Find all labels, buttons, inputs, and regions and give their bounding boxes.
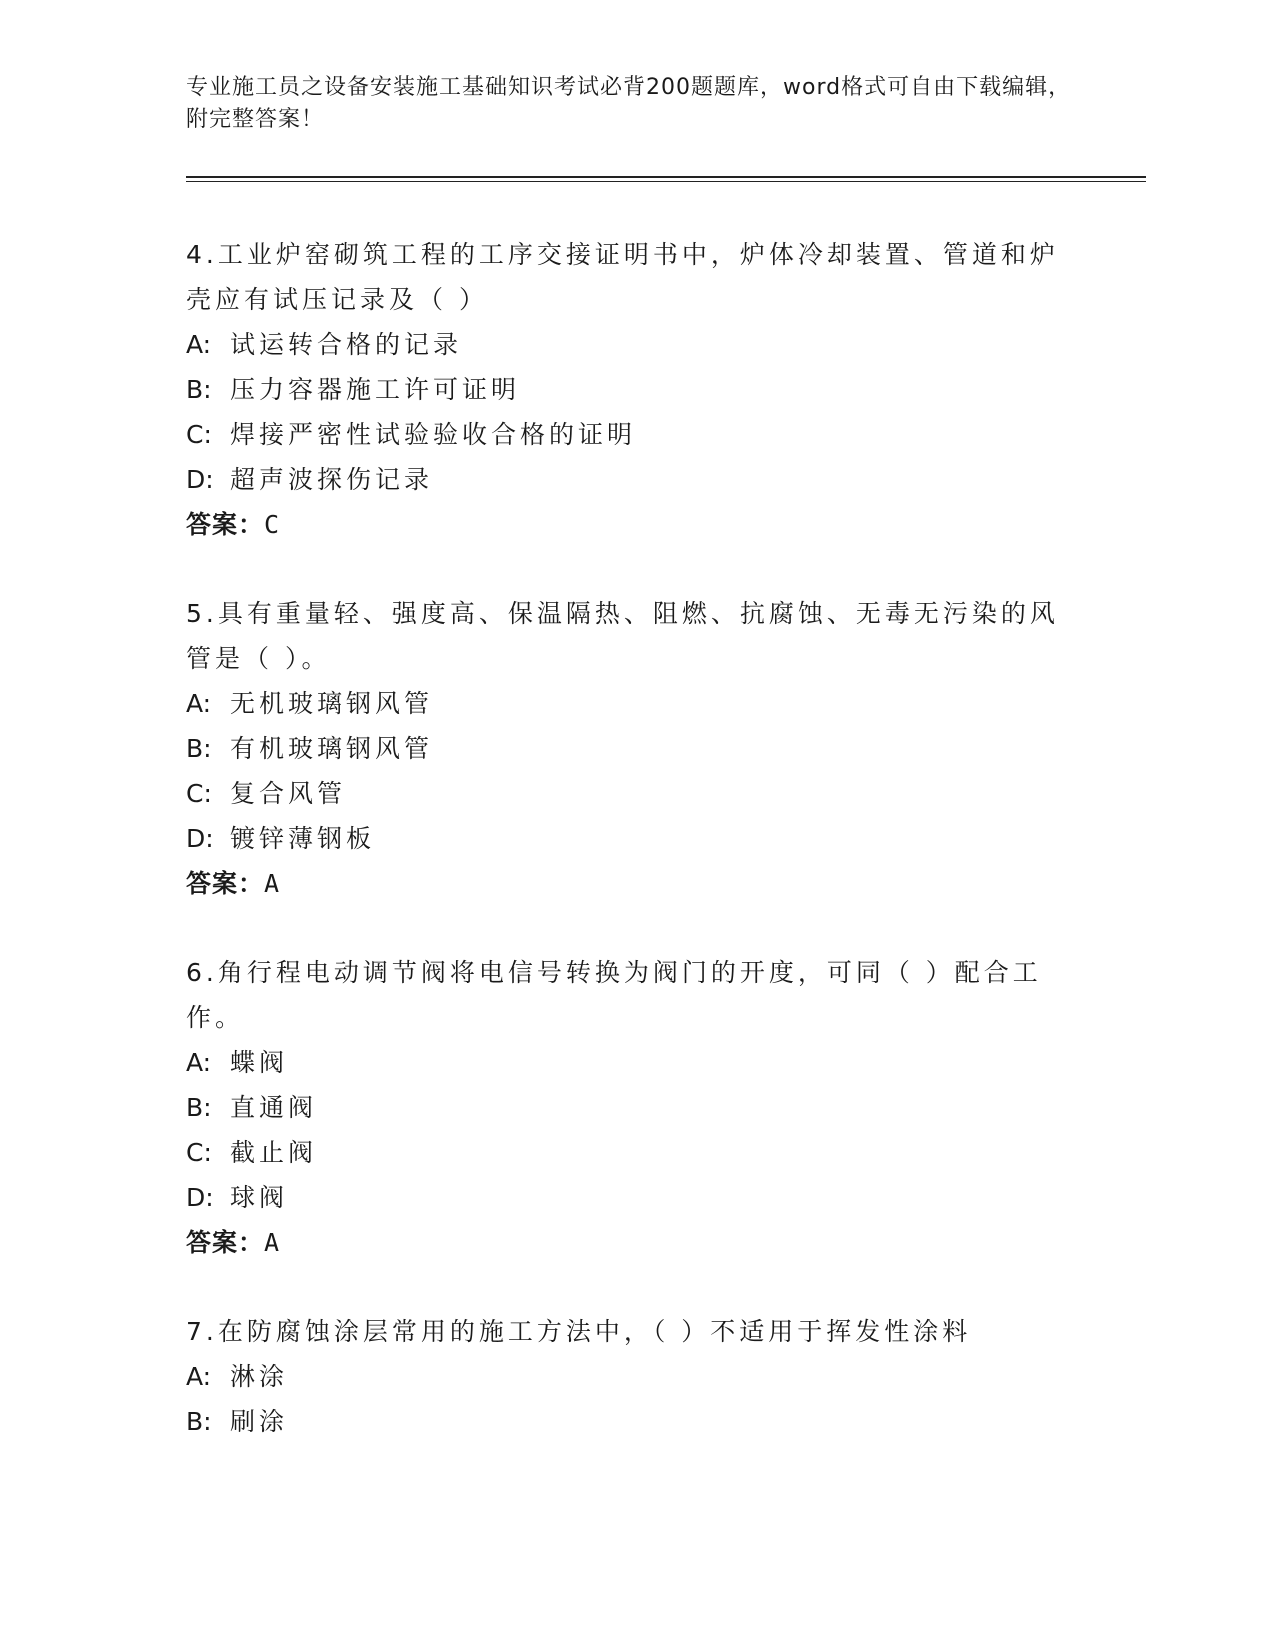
- option-d: [186, 457, 1066, 502]
- option-b: [186, 1399, 1066, 1444]
- option-key: A:: [186, 689, 212, 718]
- answer-value: A: [264, 1228, 281, 1257]
- option-key: A:: [186, 1362, 212, 1391]
- answer-line: [186, 1220, 1066, 1265]
- question-text: 7.在防腐蚀涂层常用的施工方法中，（ ）不适用于挥发性涂料: [186, 1317, 972, 1346]
- option-c: [186, 771, 1066, 816]
- answer-line: [186, 502, 1066, 547]
- option-text: 直通阀: [230, 1093, 318, 1122]
- option-key: B:: [186, 375, 212, 404]
- option-text: 复合风管: [230, 779, 347, 808]
- option-d: [186, 1175, 1066, 1220]
- option-text: 有机玻璃钢风管: [230, 734, 434, 763]
- question-text: 6.角行程电动调节阀将电信号转换为阀门的开度，可同（ ）配合工作。: [186, 958, 1042, 1032]
- option-key: B:: [186, 1093, 212, 1122]
- option-key: C:: [186, 420, 212, 449]
- answer-value: A: [264, 869, 281, 898]
- header-divider-thin: [186, 181, 1146, 182]
- option-text: 试运转合格的记录: [230, 330, 463, 359]
- option-key: D:: [186, 465, 214, 494]
- question-7: [186, 1309, 1066, 1444]
- answer-label: 答案：: [186, 1228, 265, 1257]
- option-d: [186, 816, 1066, 861]
- question-4: [186, 232, 1066, 547]
- option-text: 刷涂: [230, 1407, 289, 1436]
- question-6: [186, 950, 1066, 1265]
- answer-value: C: [264, 510, 281, 539]
- question-5: [186, 591, 1066, 906]
- option-a: [186, 681, 1066, 726]
- document-header: 专业施工员之设备安装施工基础知识考试必背200题题库，word格式可自由下载编辑，附完整答案！: [186, 75, 1072, 132]
- option-b: [186, 367, 1066, 412]
- option-c: [186, 412, 1066, 457]
- option-a: [186, 1040, 1066, 1085]
- option-key: D:: [186, 824, 214, 853]
- question-list: [186, 232, 1066, 1488]
- option-a: [186, 1354, 1066, 1399]
- option-b: [186, 1085, 1066, 1130]
- option-c: [186, 1130, 1066, 1175]
- option-text: 焊接严密性试验验收合格的证明: [230, 420, 637, 449]
- option-text: 超声波探伤记录: [230, 465, 434, 494]
- option-text: 截止阀: [230, 1138, 318, 1167]
- option-text: 镀锌薄钢板: [230, 824, 376, 853]
- option-text: 淋涂: [230, 1362, 289, 1391]
- option-key: A:: [186, 330, 212, 359]
- answer-label: 答案：: [186, 510, 265, 539]
- option-key: A:: [186, 1048, 212, 1077]
- answer-line: [186, 861, 1066, 906]
- option-key: C:: [186, 779, 212, 808]
- question-text: 4.工业炉窑砌筑工程的工序交接证明书中，炉体冷却装置、管道和炉壳应有试压记录及（ ）: [186, 240, 1059, 314]
- answer-label: 答案：: [186, 869, 265, 898]
- question-text: 5.具有重量轻、强度高、保温隔热、阻燃、抗腐蚀、无毒无污染的风管是（ ）。: [186, 599, 1059, 673]
- option-text: 压力容器施工许可证明: [230, 375, 521, 404]
- option-key: C:: [186, 1138, 212, 1167]
- option-key: D:: [186, 1183, 214, 1212]
- option-key: B:: [186, 734, 212, 763]
- option-text: 球阀: [230, 1183, 289, 1212]
- option-text: 蝶阀: [230, 1048, 289, 1077]
- option-a: [186, 322, 1066, 367]
- option-key: B:: [186, 1407, 212, 1436]
- option-b: [186, 726, 1066, 771]
- header-divider-thick: [186, 176, 1146, 178]
- option-text: 无机玻璃钢风管: [230, 689, 434, 718]
